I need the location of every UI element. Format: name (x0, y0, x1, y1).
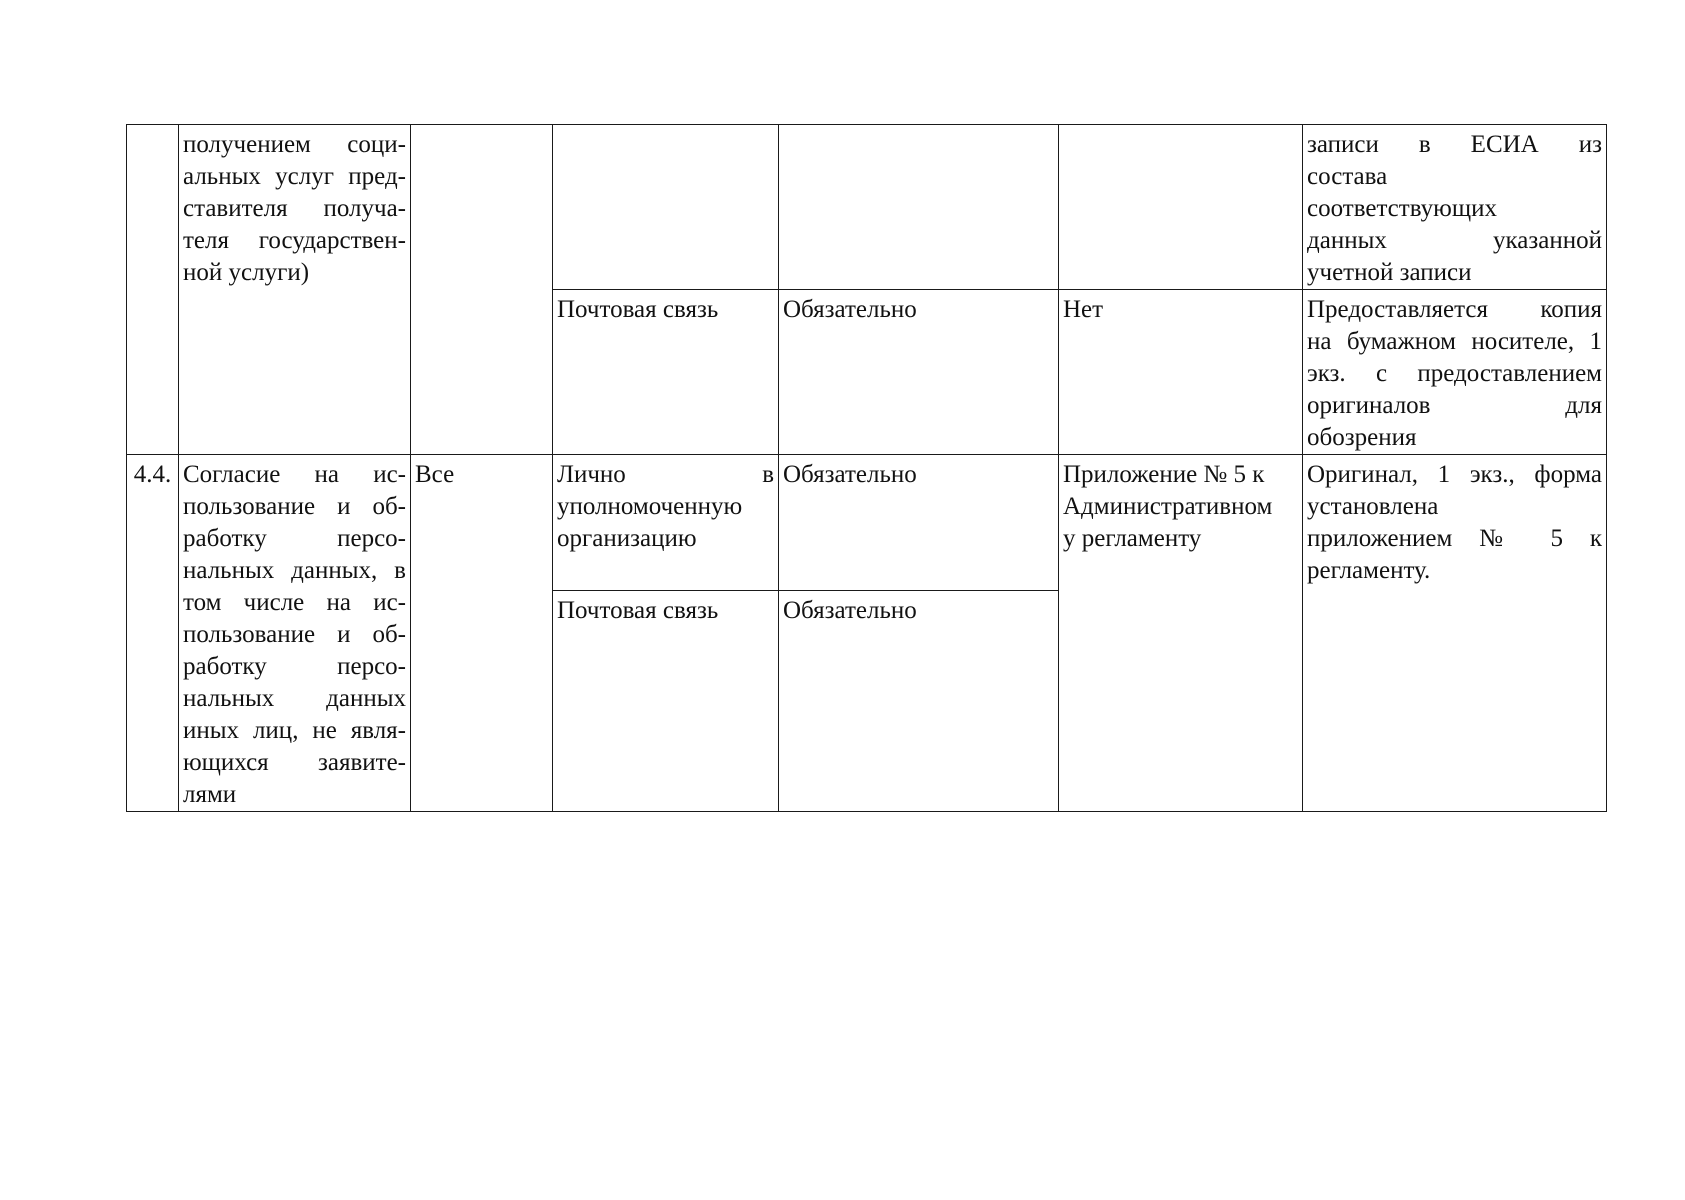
note-cell: Предоставляется копия на бумажном носителе, 1 экз. с предоставлением оригиналов для обозрения (1303, 290, 1607, 455)
table-row (127, 125, 1607, 290)
table-row (127, 455, 1607, 591)
form-cell (1059, 125, 1303, 290)
submission-method-cell: Почтовая связь (553, 290, 779, 455)
obligation-cell: Обязательно (779, 591, 1059, 812)
document-name-cell: получением соци- альных услуг пред- ставителя получа- теля государствен- ной услуги) (179, 125, 411, 455)
requirements-table (126, 124, 1607, 812)
obligation-cell: Обязательно (779, 290, 1059, 455)
note-cell: записи в ЕСИА из состава соответствующих данных указанной учетной записи (1303, 125, 1607, 290)
applicant-category-cell (411, 125, 553, 455)
row-number-cell: 4.4. (127, 455, 179, 812)
submission-method-cell: Почтовая связь (553, 591, 779, 812)
document-name-cell: Согласие на ис- пользование и об- работку персо- нальных данных, в том числе на ис- пользование и об- работку персо- нальных данных иных лиц, не явля- ющихся заявите- лями (179, 455, 411, 812)
obligation-cell: Обязательно (779, 455, 1059, 591)
applicant-category-cell: Все (411, 455, 553, 812)
submission-method-cell (553, 125, 779, 290)
note-cell: Оригинал, 1 экз., форма установлена приложением № 5 к регламенту. (1303, 455, 1607, 812)
obligation-cell (779, 125, 1059, 290)
submission-method-cell: Лично в уполномоченную организацию (553, 455, 779, 591)
row-number-cell (127, 125, 179, 455)
form-cell: Приложение № 5 к Административном у регламенту (1059, 455, 1303, 812)
form-cell: Нет (1059, 290, 1303, 455)
